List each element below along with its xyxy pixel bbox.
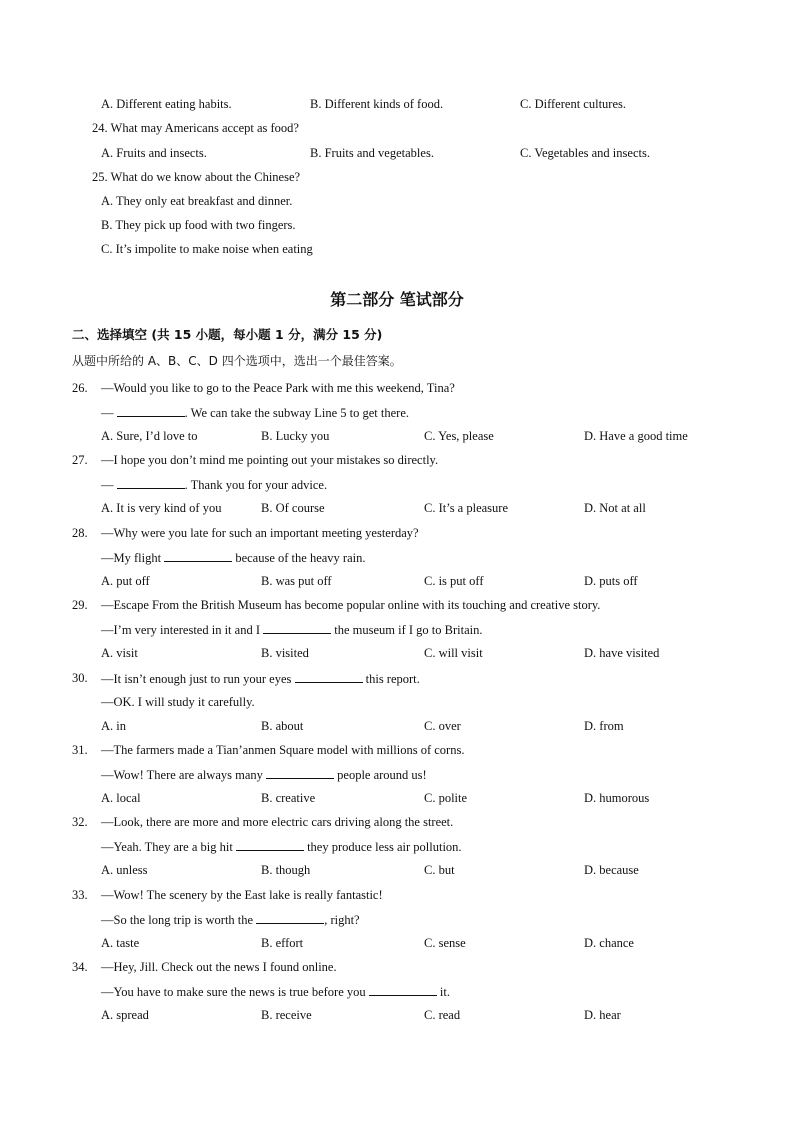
q34-option-c: C. read [424, 1008, 461, 1022]
q34-option-d: D. hear [584, 1008, 621, 1022]
q31-line1: —The farmers made a Tian’anmen Square model with millions of corns. [101, 743, 465, 757]
q28-option-c: C. is put off [424, 574, 484, 588]
q26-line2-text-after: . We can take the subway Line 5 to get there. [184, 406, 410, 420]
q30-line1-text-after: this report. [362, 672, 420, 686]
q29-option-a: A. visit [101, 646, 138, 660]
answer-blank [266, 766, 334, 779]
answer-blank [164, 549, 232, 562]
answer-blank [236, 838, 304, 851]
q32-option-d: D. because [584, 863, 639, 877]
q31-line2-text-after: people around us! [334, 768, 427, 782]
q26-option-b: B. Lucky you [261, 429, 330, 443]
q24-option-b: B. Fruits and vegetables. [310, 146, 434, 160]
q26-option-a: A. Sure, I’d love to [101, 429, 198, 443]
q30-line2: —OK. I will study it carefully. [101, 695, 255, 709]
q29-line2-text-before: —I’m very interested in it and I [101, 623, 264, 637]
q31-number: 31. [72, 743, 88, 757]
q32-line2-text-after: they produce less air pollution. [303, 840, 462, 854]
q27-line2-text-before: — [101, 478, 117, 492]
q33-option-d: D. chance [584, 936, 634, 950]
q30-line1-text-before: —It isn’t enough just to run your eyes [101, 672, 295, 686]
q29-number: 29. [72, 598, 88, 612]
q25-option-c: C. It’s impolite to make noise when eating [101, 242, 313, 256]
q28-option-a: A. put off [101, 574, 150, 588]
q26-line2 [101, 404, 409, 421]
q30-option-c: C. over [424, 719, 461, 733]
q23-option-b: B. Different kinds of food. [310, 97, 444, 111]
q28-line2 [101, 549, 365, 566]
q34-line1: —Hey, Jill. Check out the news I found online. [101, 960, 337, 974]
q24-option-c: C. Vegetables and insects. [520, 146, 650, 160]
answer-blank [263, 621, 331, 634]
q31-option-d: D. humorous [584, 791, 650, 805]
q32-line2-text-before: —Yeah. They are a big hit [101, 840, 236, 854]
q29-line1: —Escape From the British Museum has become popular online with its touching and creative story. [101, 598, 601, 612]
q27-option-a: A. It is very kind of you [101, 501, 222, 515]
q34-option-b: B. receive [261, 1008, 312, 1022]
q30-option-b: B. about [261, 719, 304, 733]
q28-line2-text-after: because of the heavy rain. [232, 551, 366, 565]
q23-option-a: A. Different eating habits. [101, 97, 232, 111]
q27-option-c: C. It’s a pleasure [424, 501, 509, 515]
q34-line2-text-before: —You have to make sure the news is true before you [101, 985, 369, 999]
answer-blank [369, 983, 437, 996]
q32-option-a: A. unless [101, 863, 148, 877]
q29-option-d: D. have visited [584, 646, 660, 660]
q32-line2 [101, 838, 462, 855]
q23-option-c: C. Different cultures. [520, 97, 626, 111]
answer-blank [256, 911, 324, 924]
q27-line2-text-after: . Thank you for your advice. [184, 478, 328, 492]
q33-option-c: C. sense [424, 936, 466, 950]
q24-stem: 24. What may Americans accept as food? [92, 121, 299, 135]
q32-option-b: B. though [261, 863, 311, 877]
q29-line2 [101, 621, 482, 638]
q28-option-d: D. puts off [584, 574, 638, 588]
q30-line1 [101, 670, 420, 687]
q25-option-b: B. They pick up food with two fingers. [101, 218, 296, 232]
q29-option-b: B. visited [261, 646, 309, 660]
q31-option-b: B. creative [261, 791, 316, 805]
q33-option-b: B. effort [261, 936, 304, 950]
q28-number: 28. [72, 526, 88, 540]
q33-line2 [101, 911, 360, 928]
q27-line1: —I hope you don’t mind me pointing out your mistakes so directly. [101, 453, 439, 467]
q33-option-a: A. taste [101, 936, 140, 950]
q31-option-a: A. local [101, 791, 141, 805]
q29-option-c: C. will visit [424, 646, 483, 660]
q33-number: 33. [72, 888, 88, 902]
q29-line2-text-after: the museum if I go to Britain. [331, 623, 483, 637]
q32-number: 32. [72, 815, 88, 829]
q28-line2-text-before: —My flight [101, 551, 165, 565]
q27-option-b: B. Of course [261, 501, 325, 515]
answer-blank [117, 476, 185, 489]
q27-option-d: D. Not at all [584, 501, 646, 515]
q27-line2 [101, 476, 327, 493]
q25-option-a: A. They only eat breakfast and dinner. [101, 194, 293, 208]
answer-blank [117, 404, 185, 417]
q33-line1: —Wow! The scenery by the East lake is really fantastic! [101, 888, 383, 902]
q31-line2 [101, 766, 427, 783]
q34-option-a: A. spread [101, 1008, 149, 1022]
q27-number: 27. [72, 453, 88, 467]
part2-instruction: 从题中所给的 A、B、C、D 四个选项中，选出一个最佳答案。 [72, 354, 402, 368]
q31-line2-text-before: —Wow! There are always many [101, 768, 267, 782]
q34-line2 [101, 983, 450, 1000]
q32-line1: —Look, there are more and more electric cars driving along the street. [101, 815, 454, 829]
q28-line1: —Why were you late for such an important meeting yesterday? [101, 526, 419, 540]
q26-line2-text-before: — [101, 406, 117, 420]
q32-option-c: C. but [424, 863, 455, 877]
q30-option-d: D. from [584, 719, 624, 733]
q34-number: 34. [72, 960, 88, 974]
q28-option-b: B. was put off [261, 574, 332, 588]
q26-line1: —Would you like to go to the Peace Park with me this weekend, Tina? [101, 381, 455, 395]
section-title: 第二部分 笔试部分 [330, 290, 464, 309]
q33-line2-text-after: , right? [324, 913, 360, 927]
q33-line2-text-before: —So the long trip is worth the [101, 913, 257, 927]
q26-number: 26. [72, 381, 88, 395]
q25-stem: 25. What do we know about the Chinese? [92, 170, 301, 184]
q30-option-a: A. in [101, 719, 126, 733]
q26-option-d: D. Have a good time [584, 429, 688, 443]
q24-option-a: A. Fruits and insects. [101, 146, 207, 160]
q30-number: 30. [72, 671, 88, 685]
q34-line2-text-after: it. [436, 985, 450, 999]
answer-blank [295, 670, 363, 683]
q26-option-c: C. Yes, please [424, 429, 494, 443]
q31-option-c: C. polite [424, 791, 468, 805]
part2-heading: 二、选择填空 (共 15 小题，每小题 1 分，满分 15 分) [72, 327, 383, 342]
